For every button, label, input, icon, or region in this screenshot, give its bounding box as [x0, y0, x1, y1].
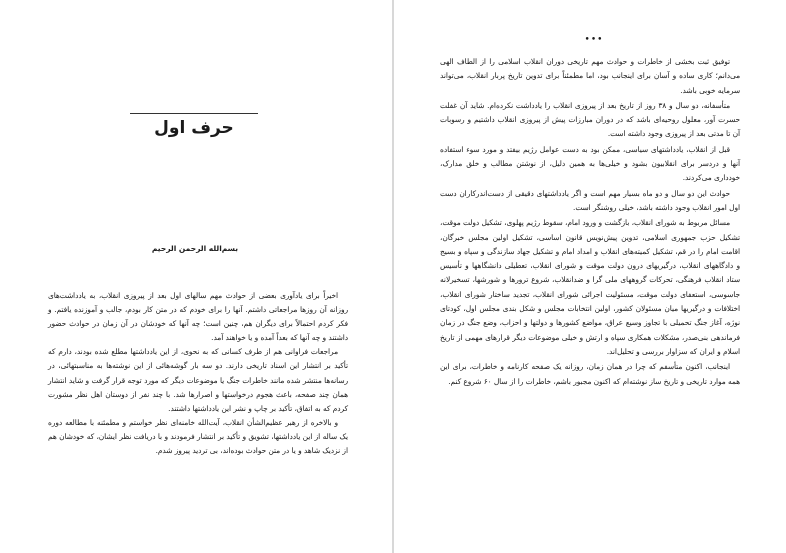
paragraph: مسائل مربوط به شورای انقلاب، بازگشت و ورود امام، سقوط رژیم پهلوی، تشکیل دولت موقت، تشکیل حزب جمهوری اسلامی، تدوین پیش‌نویس قانون اساسی، تشکیل اولین مجلس خبرگان، اقامت امام را در قم، تشکیل کمیته‌های انقلاب و امداد امام و تشکیل جهاد سازندگی و سپاه و بسیج و دادگاههای انقلاب، درگیریهای درون دولت موقت و شورای انقلاب، تعطیلی دانشگاهها و تأسیس ستاد انقلاب فرهنگی، تحرکات گروههای ملی گرا و ضدانقلاب، شروع ترورها و شورشها، تسخیرلانه جاسوسی، استعفای دولت موقت، مسئولیت اجرائی شورای انقلاب، تجدید ساختار شورای انقلاب، اختلافات و درگیریها میان مسئولان کشور، اولین انتخابات مجلس و شکل بندی مجلس اول، کودتای نوژه، آغاز جنگ تحمیلی با تجاوز وسیع عراق، مواضع کشورها و دولتها و احزاب، وضع جنگ در زمان فرماندهی بنی‌صدر، مشکلات همکاری سپاه و ارتش و خیلی موضوعات دیگر قرارهای مهمی از تاریخ اسلام و ایران که سزاوار بررسی و تحلیل‌اند. [440, 218, 740, 356]
paragraph: توفیق ثبت بخشی از خاطرات و حوادث مهم تاریخی دوران انقلاب اسلامی را از الطاف الهی می‌دانم؛ کاری ساده و آسان برای اینجانب بود، اما مطمئناً برای تدوین تاریخ پربار انقلاب، می‌تواند سرمایه خوبی باشد. [440, 57, 740, 95]
ornament-stars: ••• [584, 35, 604, 45]
basmala: بسم‌الله الرحمن الرحیم [151, 244, 239, 253]
left-page [0, 0, 392, 553]
paragraph: حوادث این دو سال و دو ماه بسیار مهم است و اگر یادداشتهای دقیقی از دست‌اندرکاران دست اول امور انقلاب وجود داشته باشد، خیلی روشنگر است. [440, 188, 740, 212]
right-page [394, 0, 786, 553]
title-rule [130, 113, 258, 114]
paragraph: مراجعات فراوانی هم از طرف کسانی که به نحوی، از این یادداشتها مطلع شده بودند، دارم که تأکید بر انتشار این اسناد تاریخی دارند. دو سه بار گوشه‌هائی از این نوشته‌ها به مناسبتهائی، در رسانه‌ها منتشر شده مانند خاطرات جنگ یا موضوعات دیگر که مورد توجه قرار گرفت و شاید انتشار همان چند صفحه، باعث هجوم درخواستها و اصرارها شد. با چند نفر از دوستان اهل نظر مشورت کردم که به اتفاق، تأکید بر چاپ و نشر این یادداشتها داشتند. [48, 347, 348, 413]
paragraph: اخیراً برای یادآوری بعضی از حوادث مهم سالهای اول بعد از پیروزی انقلاب، به یادداشت‌های روزانه آن روزها مراجعاتی داشتم. آنها را برای خودم که در متن کار بودم، جالب و آموزنده یافتم. و فکر کردم احتمالاً برای دیگران هم، چنین است؛ چه آنها که خودشان در آن زمان در حوادث حضور داشتند و چه آنها که بعداً آمده و یا خواهند آمد. [48, 291, 348, 343]
paragraph: قبل از انقلاب، یادداشتهای سیاسی، ممکن بود به دست عوامل رژیم بیفتد و مورد سوء استفاده آنها و دردسر برای انقلابیون بشود و خیلی‌ها به همین دلیل، از نوشتن مطالب و خلق مدارک، خودداری می‌کردند. [440, 144, 740, 183]
chapter-title: حرف اول [154, 118, 234, 138]
right-page-body [440, 55, 740, 389]
left-page-body [48, 289, 348, 458]
paragraph: اینجانب، اکنون متأسفم که چرا در همان زمان، روزانه یک صفحه کارنامه و خاطرات، برای این همه موارد تاریخی و تاریخ ساز نوشته‌ام که اکنون مجبور باشم، خاطرات را از سال ۶۰ شروع کنم. [440, 362, 740, 386]
paragraph: و بالاخره از رهبر عظیم‌الشأن انقلاب، آیت‌الله خامنه‌ای نظر خواستم و مطمئنه با مطالعه دوره یک ساله از این یادداشتها، تشویق و تأکید بر انتشار فرمودند و با دریافت نظر ایشان، که خودشان هم از نزدیک شاهد و یا در متن حوادث بوده‌اند، بی تردید پیروز شدم. [48, 417, 348, 456]
paragraph: متأسفانه، دو سال و ۳۸ روز از تاریخ بعد از پیروزی انقلاب را یادداشت نکرده‌ام. شاید آن غفلت حسرت آور، معلول روحیه‌ای باشد که در دوران مبارزات پیش از پیروزی انقلاب داشتیم و رسوبات آن تا مدتی بعد از پیروزی وجود داشته است. [440, 100, 740, 139]
